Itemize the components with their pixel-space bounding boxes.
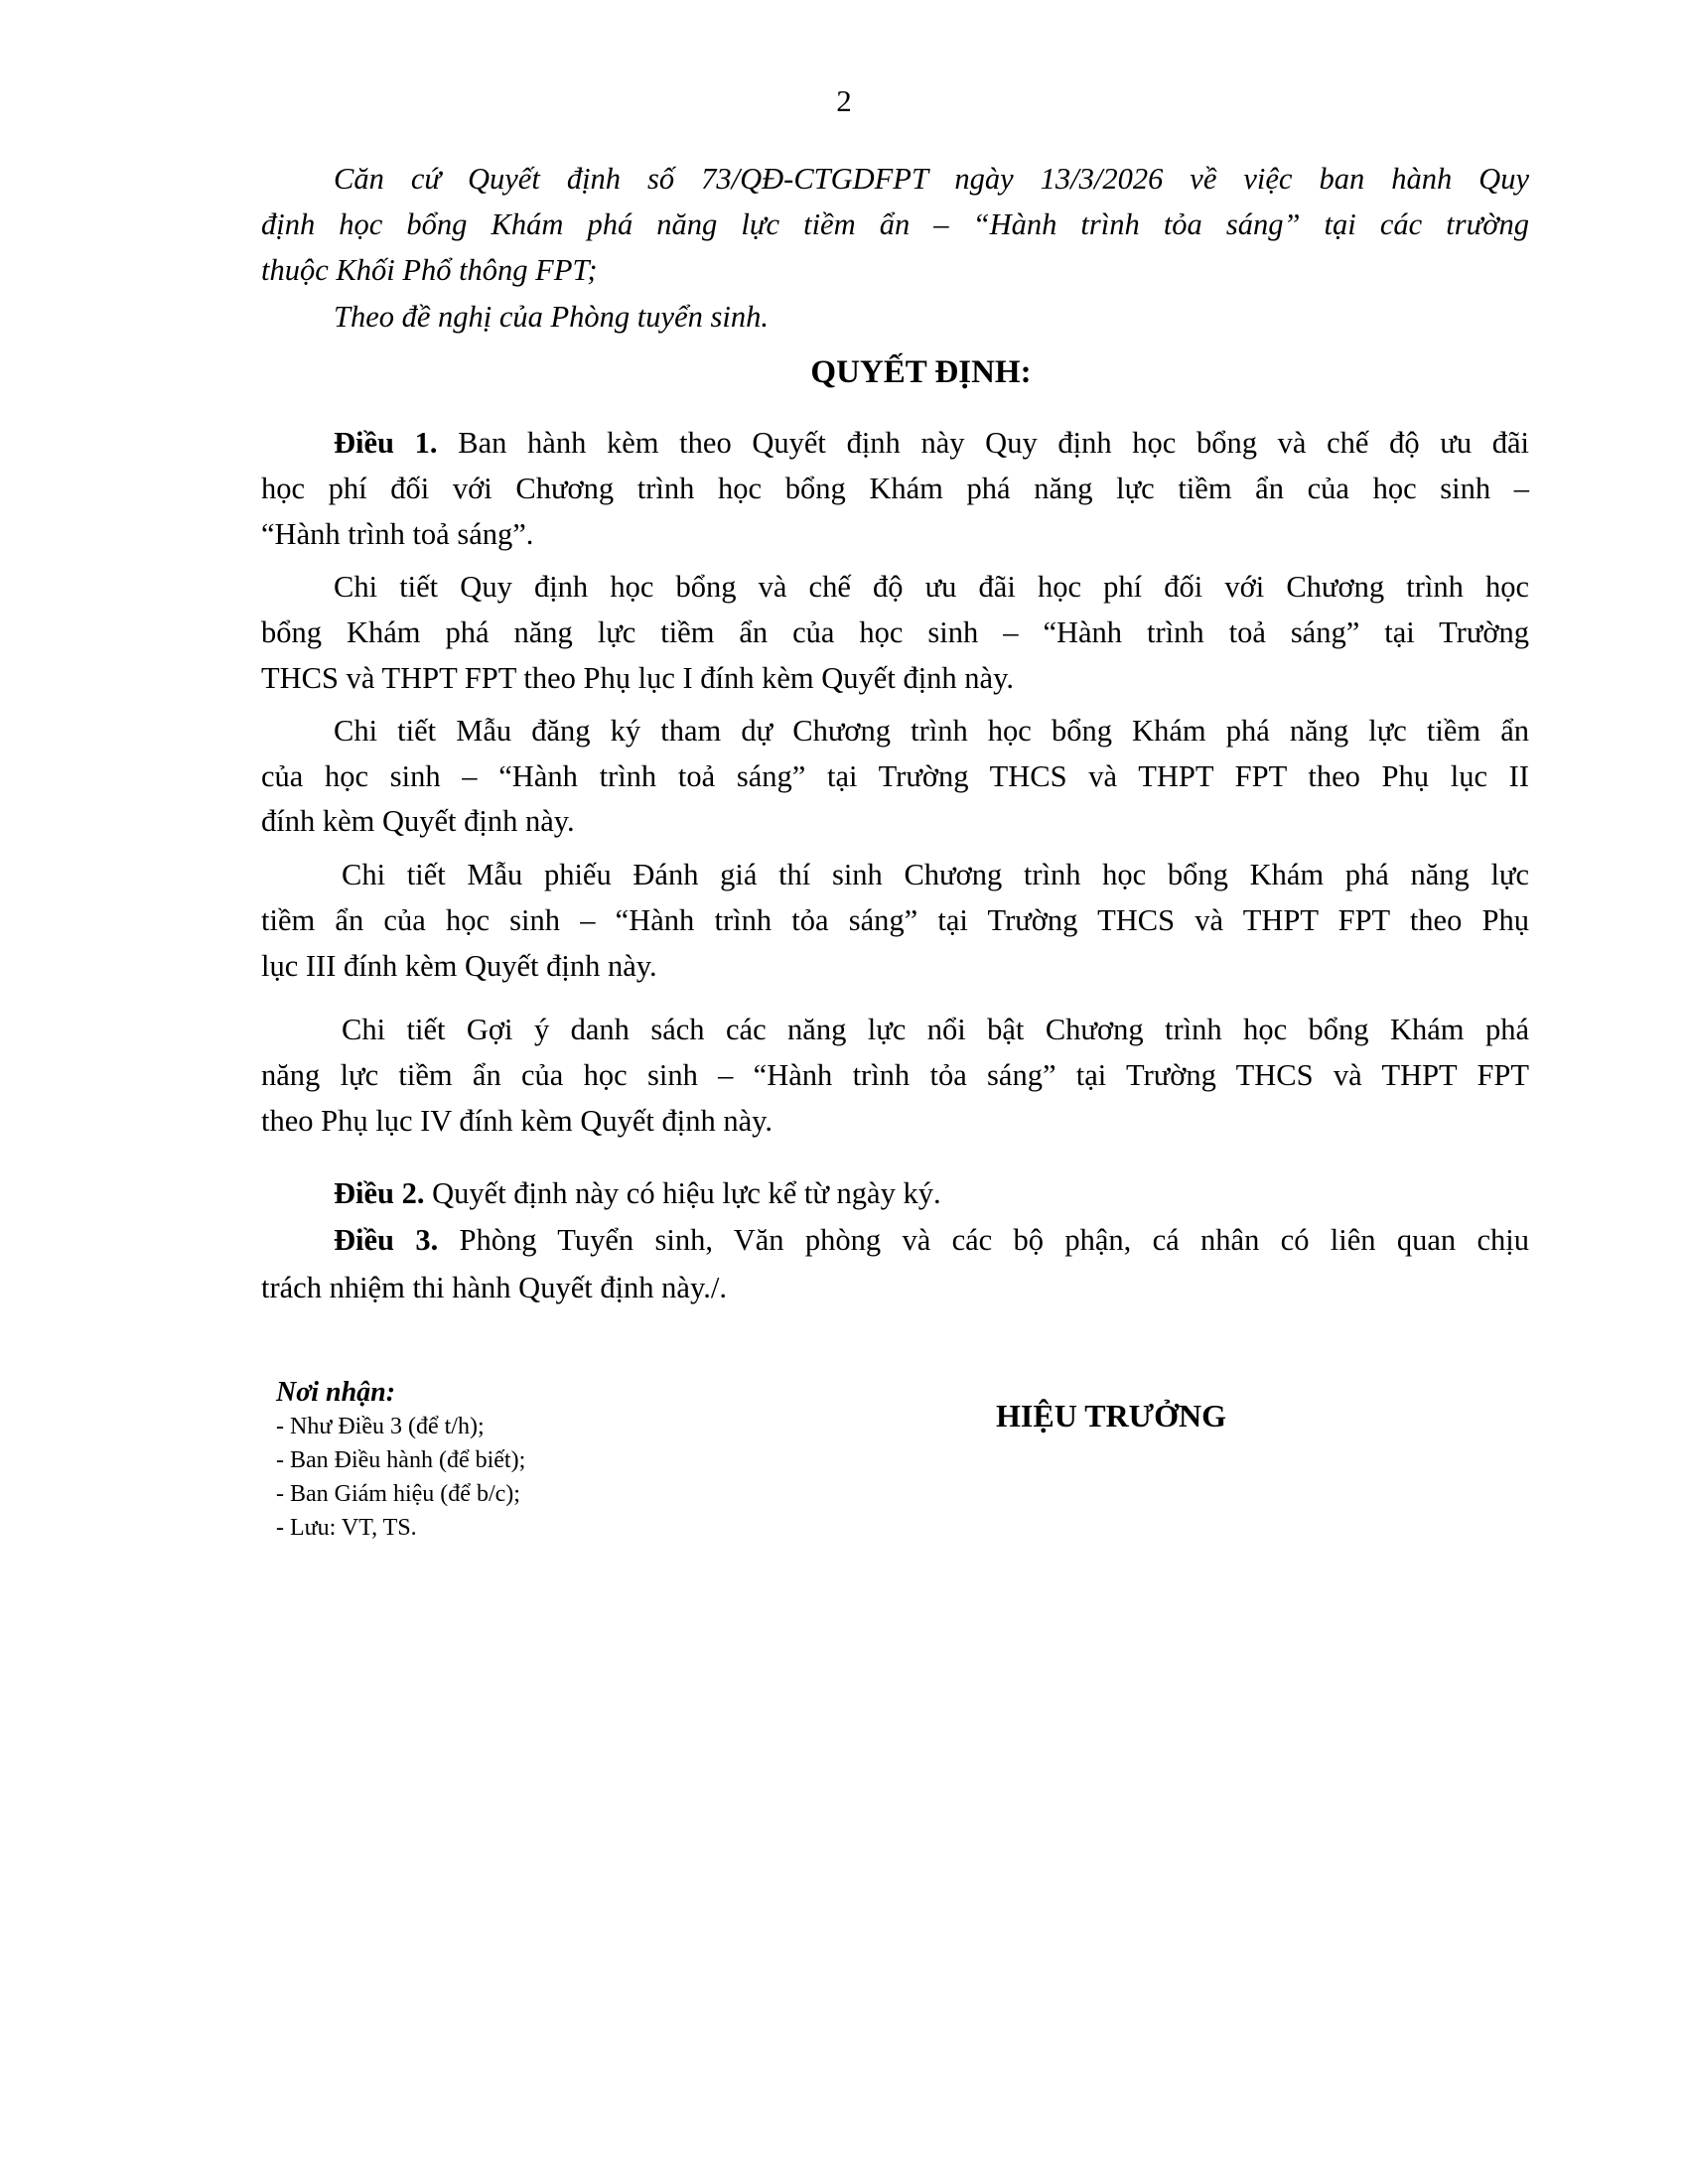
recipient-item: - Ban Giám hiệu (để b/c); [276, 1481, 520, 1507]
article-1-line-2: học phí đối với Chương trình học bổng Khám phá năng lực tiềm ẩn của học sinh – [261, 472, 1529, 505]
detail-4-line-2: năng lực tiềm ẩn của học sinh – “Hành trình tỏa sáng” tại Trường THCS và THPT FPT [261, 1058, 1529, 1092]
article-2-line [334, 1175, 1529, 1211]
recipient-item: - Ban Điều hành (để biết); [276, 1447, 526, 1473]
detail-2-line-3: đính kèm Quyết định này. [261, 804, 575, 838]
detail-3-line-3: lục III đính kèm Quyết định này. [261, 949, 657, 983]
detail-3-line-2: tiềm ẩn của học sinh – “Hành trình tỏa sáng” tại Trường THCS và THPT FPT theo Phụ [261, 903, 1529, 937]
article-1-line-1 [334, 425, 1529, 461]
recipients-block [276, 1376, 525, 1545]
article-3-line-2: trách nhiệm thi hành Quyết định này./. [261, 1271, 727, 1304]
basis-line-2: định học bổng Khám phá năng lực tiềm ẩn – “Hành trình tỏa sáng” tại các trường [261, 207, 1529, 241]
basis-line-1: Căn cứ Quyết định số 73/QĐ-CTGDFPT ngày 13/3/2026 về việc ban hành Quy [334, 162, 1529, 196]
article-2-text: Quyết định này có hiệu lực kể từ ngày ký. [424, 1176, 941, 1210]
basis-line-3: thuộc Khối Phổ thông FPT; [261, 253, 598, 287]
article-3-text-1: Phòng Tuyển sinh, Văn phòng và các bộ phận, cá nhân có liên quan chịu [438, 1223, 1530, 1257]
detail-1-line-1: Chi tiết Quy định học bổng và chế độ ưu đãi học phí đối với Chương trình học [334, 570, 1529, 604]
article-1-text-1: Ban hành kèm theo Quyết định này Quy định học bổng và chế độ ưu đãi [437, 426, 1530, 460]
page-number: 2 [836, 83, 852, 118]
decision-heading: QUYẾT ĐỊNH: [810, 354, 1032, 390]
article-3-line-1 [334, 1222, 1529, 1258]
detail-1-line-2: bổng Khám phá năng lực tiềm ẩn của học sinh – “Hành trình toả sáng” tại Trường [261, 615, 1529, 649]
article-1-line-3: “Hành trình toả sáng”. [261, 517, 534, 551]
signer-title: HIỆU TRƯỞNG [996, 1398, 1227, 1433]
proposal-line: Theo đề nghị của Phòng tuyển sinh. [334, 300, 769, 334]
recipients-title: Nơi nhận: [276, 1377, 396, 1408]
article-3-label: Điều 3. [334, 1223, 439, 1257]
detail-4-line-3: theo Phụ lục IV đính kèm Quyết định này. [261, 1104, 774, 1138]
detail-2-line-1: Chi tiết Mẫu đăng ký tham dự Chương trình học bổng Khám phá năng lực tiềm ẩn [334, 714, 1529, 748]
recipient-item: - Lưu: VT, TS. [276, 1515, 417, 1541]
detail-2-line-2: của học sinh – “Hành trình toả sáng” tại Trường THCS và THPT FPT theo Phụ lục II [261, 759, 1529, 793]
recipient-item: - Như Điều 3 (để t/h); [276, 1414, 485, 1439]
article-1-label: Điều 1. [334, 426, 438, 460]
article-2-label: Điều 2. [334, 1176, 425, 1210]
detail-1-line-3: THCS và THPT FPT theo Phụ lục I đính kèm Quyết định này. [261, 661, 1014, 695]
detail-3-line-1: Chi tiết Mẫu phiếu Đánh giá thí sinh Chương trình học bổng Khám phá năng lực [342, 858, 1529, 891]
detail-4-line-1: Chi tiết Gợi ý danh sách các năng lực nổi bật Chương trình học bổng Khám phá [342, 1013, 1529, 1046]
